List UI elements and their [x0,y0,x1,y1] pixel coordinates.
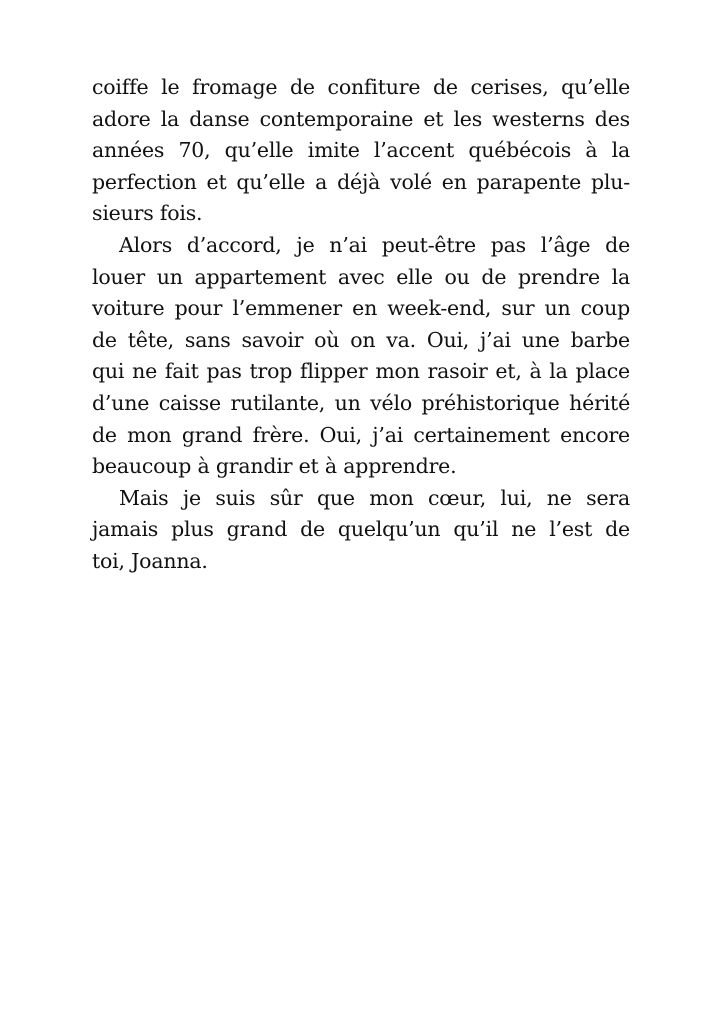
text-line: sieurs fois. [92,201,203,226]
paragraph [92,483,630,578]
text-line: perfection et qu’elle a déjà volé en parapente plu- [92,169,630,194]
text-line: d’une caisse rutilante, un vélo préhistorique hérité [92,390,630,415]
text-line: de mon grand frère. Oui, j’ai certainement encore [92,422,630,447]
text-line: jamais plus grand de quelqu’un qu’il ne l’est de [92,517,630,542]
text-line: qui ne fait pas trop flipper mon rasoir et, à la place [92,359,630,384]
text-line: adore la danse contemporaine et les westerns des [92,106,630,131]
text-line: années 70, qu’elle imite l’accent québécois à la [92,138,630,163]
text-line: toi, Joanna. [92,548,208,573]
text-line: beaucoup à grandir et à apprendre. [92,454,457,479]
body-text [92,72,630,578]
text-line: louer un appartement avec elle ou de prendre la [92,264,630,289]
paragraph [92,72,630,230]
text-line: Mais je suis sûr que mon cœur, lui, ne sera [119,485,630,510]
text-line: coiffe le fromage de confiture de cerises, qu’elle [92,75,630,99]
text-line: Alors d’accord, je n’ai peut-être pas l’âge de [119,232,630,257]
text-line: voiture pour l’emmener en week-end, sur un coup [92,296,630,321]
text-line: de tête, sans savoir où on va. Oui, j’ai une barbe [92,327,630,352]
paragraph [92,230,630,483]
